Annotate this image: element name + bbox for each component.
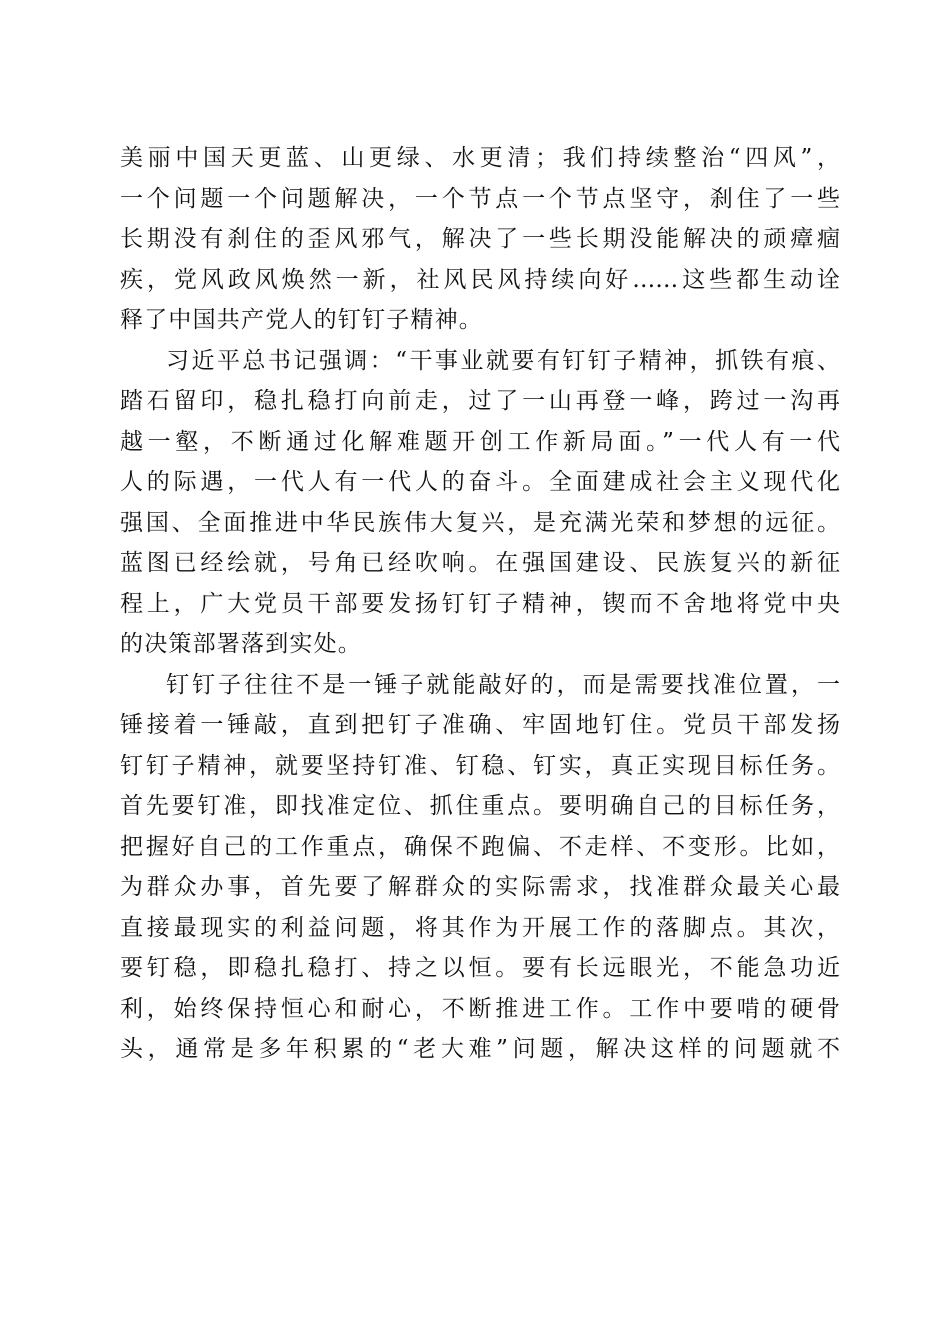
text-line: 强国、全面推进中华民族伟大复兴，是充满光荣和梦想的远征。 <box>120 509 840 536</box>
text-line: 把握好自己的工作重点，确保不跑偏、不走样、不变形。比如， <box>120 833 840 860</box>
text-line: 直接最现实的利益问题，将其作为开展工作的落脚点。其次， <box>120 914 840 941</box>
text-line: 锤接着一锤敲，直到把钉子准确、牢固地钉住。党员干部发扬 <box>120 712 840 738</box>
text-line: 首先要钉准，即找准定位、抓住重点。要明确自己的目标任务， <box>120 793 840 819</box>
text-line: 疾，党风政风焕然一新，社风民风持续向好……这些都生动诠 <box>120 266 840 293</box>
text-line: 踏石留印，稳扎稳打向前走，过了一山再登一峰，跨过一沟再 <box>120 388 840 414</box>
text-line: 习近平总书记强调：“干事业就要有钉钉子精神，抓铁有痕、 <box>166 347 840 374</box>
text-line: 人的际遇，一代人有一代人的奋斗。全面建成社会主义现代化 <box>120 469 840 495</box>
document-body <box>120 138 840 1070</box>
text-line: 释了中国共产党人的钉钉子精神。 <box>120 307 483 333</box>
text-line: 蓝图已经绘就，号角已经吹响。在强国建设、民族复兴的新征 <box>120 550 840 576</box>
text-line: 越一壑，不断通过化解难题开创工作新局面。”一代人有一代 <box>120 428 840 455</box>
text-line: 一个问题一个问题解决，一个节点一个节点坚守，刹住了一些 <box>120 185 840 212</box>
text-line: 长期没有刹住的歪风邪气，解决了一些长期没能解决的顽瘴痼 <box>120 226 840 252</box>
text-line: 为群众办事，首先要了解群众的实际需求，找准群众最关心最 <box>120 874 840 900</box>
text-line: 美丽中国天更蓝、山更绿、水更清；我们持续整治“四风”， <box>120 145 840 171</box>
text-line: 头，通常是多年积累的“老大难”问题，解决这样的问题就不 <box>120 1036 840 1062</box>
text-line: 程上，广大党员干部要发扬钉钉子精神，锲而不舍地将党中央 <box>120 590 840 617</box>
text-line: 利，始终保持恒心和耐心，不断推进工作。工作中要啃的硬骨 <box>120 995 840 1022</box>
text-line: 的决策部署落到实处。 <box>120 631 362 657</box>
text-line: 钉钉子精神，就要坚持钉准、钉稳、钉实，真正实现目标任务。 <box>120 752 840 779</box>
text-line: 钉钉子往往不是一锤子就能敲好的，而是需要找准位置，一 <box>166 671 840 698</box>
text-line: 要钉稳，即稳扎稳打、持之以恒。要有长远眼光，不能急功近 <box>120 955 840 981</box>
